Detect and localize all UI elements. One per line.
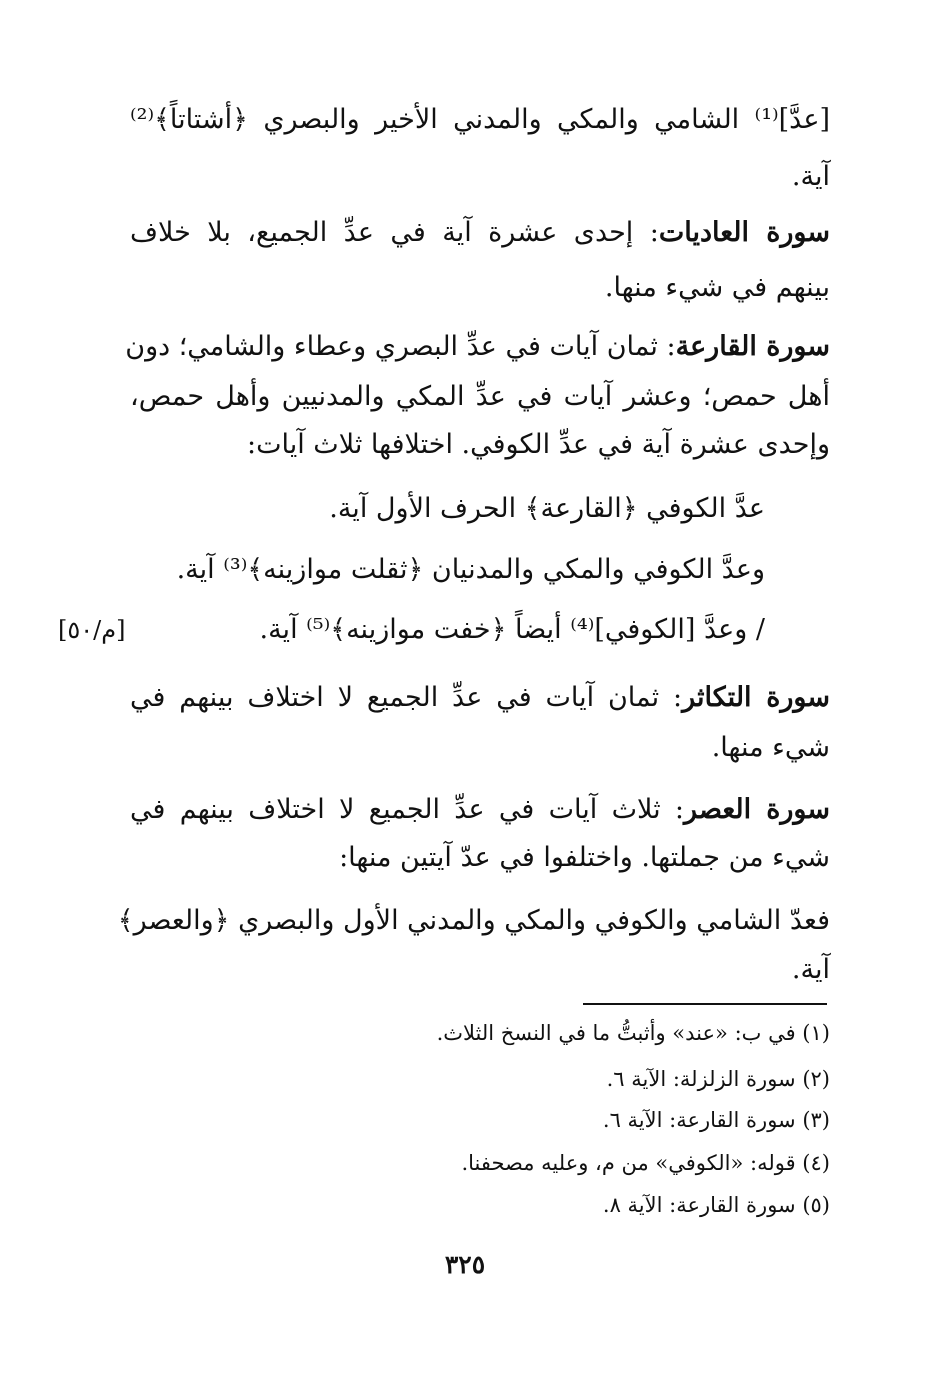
footnote: (٤) قوله: «الكوفي» من م، وعليه مصحفنا. [461, 1151, 830, 1175]
surah-heading: سورة التكاثر [682, 682, 830, 713]
text-line: [عدَّ]⁽¹⁾ الشامي والمكي والمدني الأخير والبصري ﴿أشتاتاً﴾⁽²⁾ [130, 104, 830, 135]
surah-heading: سورة العاديات [658, 217, 831, 248]
text-line: عدَّ الكوفي ﴿القارعة﴾ الحرف الأول آية. [329, 493, 765, 524]
text-span: : ثمان آيات في عدِّ الجميع لا اختلاف بينهم في [130, 682, 683, 713]
text-span: : إحدى عشرة آية في عدِّ الجميع، بلا خلاف [130, 217, 659, 248]
text-span: : ثمان آيات في عدِّ البصري وعطاء والشامي؛ دون [125, 331, 676, 362]
footnote: (٢) سورة الزلزلة: الآية ٦. [606, 1067, 830, 1091]
footnote: (١) في ب: «عند» وأثبتُّ ما في النسخ الثلاث. [436, 1021, 830, 1045]
text-line: آية. [791, 161, 830, 192]
manuscript-folio-marker: [م/٥٠] [58, 616, 126, 644]
page-number: ٣٢٥ [444, 1250, 486, 1279]
surah-heading: سورة العصر [684, 794, 830, 825]
text-line: / وعدَّ [الكوفي]⁽⁴⁾ أيضاً ﴿خفت موازينه﴾⁽⁵⁾ آية. [259, 614, 765, 645]
text-line: وعدَّ الكوفي والمكي والمدنيان ﴿ثقلت موازينه﴾⁽³⁾ آية. [176, 554, 765, 585]
footnote-separator [583, 1003, 827, 1005]
text-line: شيء من جملتها. واختلفوا في عدّ آيتين منها: [339, 842, 830, 873]
text-span: : ثلاث آيات في عدِّ الجميع لا اختلاف بينهم في [130, 794, 685, 825]
text-line: شيء منها. [711, 732, 830, 763]
text-line [130, 678, 830, 718]
text-line [130, 790, 830, 830]
footnote: (٣) سورة القارعة: الآية ٦. [602, 1108, 830, 1132]
text-line: وإحدى عشرة آية في عدِّ الكوفي. اختلافها ثلاث آيات: [246, 429, 830, 460]
footnote: (٥) سورة القارعة: الآية ٨. [602, 1193, 830, 1217]
text-line: أهل حمص؛ وعشر آيات في عدِّ المكي والمدنيين وأهل حمص، [130, 381, 830, 412]
text-line: آية. [791, 954, 830, 985]
surah-heading: سورة القارعة [675, 331, 830, 362]
text-line [130, 213, 830, 253]
text-line: بينهم في شيء منها. [604, 272, 830, 303]
text-line [125, 327, 830, 367]
text-line: فعدّ الشامي والكوفي والمكي والمدني الأول والبصري ﴿والعصر﴾ [117, 905, 830, 936]
